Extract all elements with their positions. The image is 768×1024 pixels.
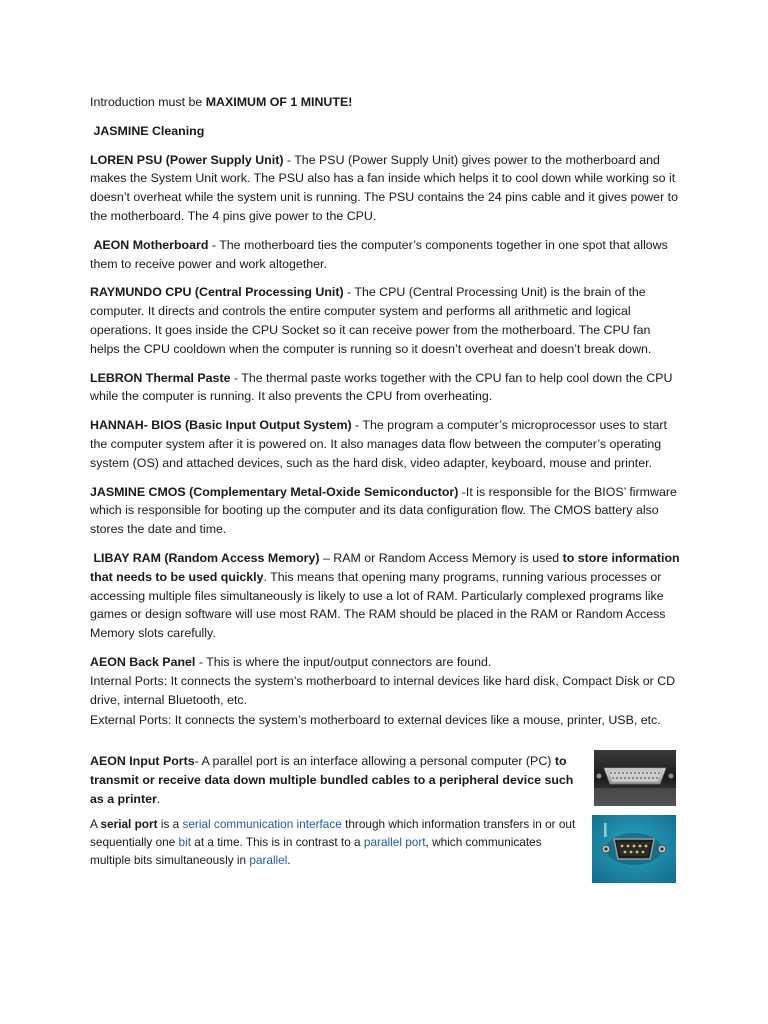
- ram-text-start: – RAM or Random Access Memory is used: [319, 550, 563, 565]
- ram-emphasis: to store information that needs to be used quickly: [90, 550, 680, 584]
- serial-text-3: through which information transfers in or out sequentially one: [90, 816, 576, 849]
- intro-paragraph: [90, 93, 680, 112]
- motherboard-label: AEON Motherboard: [93, 237, 209, 252]
- psu-label: LOREN PSU (Power Supply Unit): [90, 152, 284, 167]
- motherboard-text: - The motherboard ties the computer’s components together in one spot that allows them to receive power and work altogether.: [90, 237, 668, 271]
- psu-paragraph: [90, 151, 680, 226]
- intro-emphasis: MAXIMUM OF 1 MINUTE!: [205, 95, 353, 109]
- thermal-paste-label: LEBRON Thermal Paste: [90, 370, 231, 385]
- serial-text-4: at a time. This is in contrast to a: [191, 834, 364, 849]
- jasmine-cleaning-heading: [90, 122, 680, 141]
- cpu-label: RAYMUNDO CPU (Central Processing Unit): [90, 285, 344, 300]
- bios-text: - The program a computer’s microprocessor uses to start the computer system after it is powered on. It also manages data flow between the computer’s operating system (OS) and attached devices, such as the hard disk, video adapter, keyboard, mouse and printer.: [90, 418, 667, 470]
- back-panel-label: AEON Back Panel: [90, 654, 196, 669]
- internal-ports-paragraph: Internal Ports: It connects the system’s motherboard to internal devices like hard disk, Compact Disk or CD drive, internal Bluetooth, etc.: [90, 673, 676, 707]
- parallel-link[interactable]: parallel: [249, 852, 288, 867]
- input-ports-paragraph: [90, 752, 585, 808]
- cpu-paragraph: [90, 283, 680, 358]
- serial-text-1: A: [90, 816, 101, 831]
- cmos-text: -It is responsible for the BIOS’ firmware which is responsible for booting up the computer and its data configuration flow. The CMOS battery also stores the date and time.: [90, 484, 677, 537]
- serial-text-5: , which communicates multiple bits simultaneously in: [90, 834, 542, 867]
- jasmine-cleaning-label: JASMINE Cleaning: [93, 123, 205, 138]
- serial-text-2: is a: [157, 816, 183, 831]
- serial-text-6: .: [287, 852, 291, 867]
- thermal-paste-paragraph: [90, 369, 680, 407]
- ram-label: LIBAY RAM (Random Access Memory): [93, 550, 320, 565]
- external-ports-paragraph: External Ports: It connects the system’s motherboard to external devices like a mouse, printer, USB, etc.: [90, 713, 661, 728]
- bios-paragraph: [90, 416, 680, 472]
- document-body: [90, 93, 680, 879]
- cpu-text: - The CPU (Central Processing Unit) is the brain of the computer. It directs and controls the entire computer system and performs all arithmetic and logical operations. It goes inside the CPU Socket so it can receive power from the motherboard. The CPU fan helps the CPU cooldown when the computer is running so it doesn’t overheat and doesn’t break down.: [90, 285, 652, 356]
- input-ports-text-start: - A parallel port is an interface allowing a personal computer (PC): [194, 754, 555, 769]
- motherboard-paragraph: [90, 236, 680, 274]
- parallel-port-link[interactable]: parallel port: [363, 834, 426, 849]
- back-panel-paragraph: [90, 653, 680, 672]
- psu-text: - The PSU (Power Supply Unit) gives power to the motherboard and makes the System Unit work. The PSU also has a fan inside which helps it to cool down while working so it doesn’t overheat while the system unit is running. The PSU contains the 24 pins cable and it gives power to the motherboard. The 4 pins give power to the CPU.: [90, 152, 678, 223]
- ram-paragraph: [90, 549, 680, 643]
- intro-text: Introduction must be: [90, 95, 206, 109]
- bit-link[interactable]: bit: [178, 834, 192, 849]
- input-ports-text-end: .: [156, 791, 161, 806]
- ram-text-end: . This means that opening many programs, running various processes or accessing multiple files simultaneously is likely to use a lot of RAM. Particularly complexed programs like games or design software will use most RAM. The RAM should be placed in the RAM or Random Access Memory slots carefully.: [90, 569, 666, 641]
- serial-port-paragraph: [90, 815, 585, 869]
- serial-port-term: serial port: [100, 816, 158, 831]
- cmos-label: JASMINE CMOS (Complementary Metal-Oxide Semiconductor): [90, 484, 459, 499]
- cmos-paragraph: [90, 483, 680, 539]
- serial-communication-interface-link[interactable]: serial communication interface: [182, 816, 342, 831]
- input-ports-label: AEON Input Ports: [90, 754, 195, 769]
- input-ports-emphasis: to transmit or receive data down multiple bundled cables to a peripheral device such as a printer: [90, 754, 574, 806]
- thermal-paste-text: - The thermal paste works together with the CPU fan to help cool down the CPU while the computer is running. It also prevents the CPU from overheating.: [90, 370, 673, 404]
- serial-port-image: [592, 815, 676, 883]
- bios-label: HANNAH- BIOS (Basic Input Output System): [90, 418, 352, 433]
- parallel-port-image: [594, 750, 676, 806]
- back-panel-text: - This is where the input/output connectors are found.: [195, 654, 492, 669]
